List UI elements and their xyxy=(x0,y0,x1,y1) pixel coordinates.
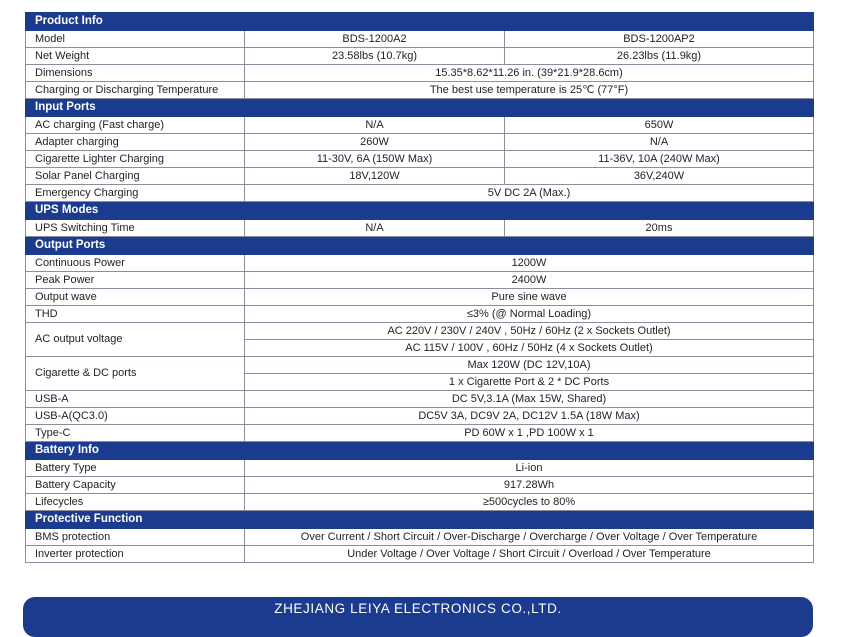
spec-row-solar-panel-charging xyxy=(26,168,814,185)
spec-label: Continuous Power xyxy=(26,255,245,272)
spec-row-battery-capacity xyxy=(26,477,814,494)
spec-value-ap2: N/A xyxy=(505,134,814,151)
footer-banner xyxy=(23,597,813,637)
spec-value: Under Voltage / Over Voltage / Short Circuit / Overload / Over Temperature xyxy=(245,546,814,563)
spec-row-model xyxy=(26,31,814,48)
spec-row-inverter-protection xyxy=(26,546,814,563)
spec-value: Max 120W (DC 12V,10A) xyxy=(245,357,814,374)
spec-value: 1 x Cigarette Port & 2 * DC Ports xyxy=(245,374,814,391)
spec-label: AC charging (Fast charge) xyxy=(26,117,245,134)
spec-value-ap2: 20ms xyxy=(505,220,814,237)
spec-row-peak-power xyxy=(26,272,814,289)
spec-label: AC output voltage xyxy=(26,323,245,357)
spec-label: Dimensions xyxy=(26,65,245,82)
spec-row-usb-a xyxy=(26,391,814,408)
spec-value: Li-ion xyxy=(245,460,814,477)
spec-label: Output wave xyxy=(26,289,245,306)
spec-label: Cigarette Lighter Charging xyxy=(26,151,245,168)
spec-label: UPS Switching Time xyxy=(26,220,245,237)
spec-value: ≤3% (@ Normal Loading) xyxy=(245,306,814,323)
spec-value-ap2: BDS-1200AP2 xyxy=(505,31,814,48)
section-title: Input Ports xyxy=(26,99,814,117)
spec-row-continuous-power xyxy=(26,255,814,272)
spec-row-ac-output-voltage xyxy=(26,323,814,340)
spec-value-ap2: 36V,240W xyxy=(505,168,814,185)
spec-value: 15.35*8.62*11.26 in. (39*21.9*28.6cm) xyxy=(245,65,814,82)
spec-value-ap2: 650W xyxy=(505,117,814,134)
spec-value: The best use temperature is 25℃ (77°F) xyxy=(245,82,814,99)
spec-label: Charging or Discharging Temperature xyxy=(26,82,245,99)
spec-row-output-wave xyxy=(26,289,814,306)
spec-value: 1200W xyxy=(245,255,814,272)
section-title: Battery Info xyxy=(26,442,814,460)
section-header-protective-function xyxy=(26,511,814,529)
spec-label: USB-A(QC3.0) xyxy=(26,408,245,425)
spec-label: THD xyxy=(26,306,245,323)
spec-value-a2: 11-30V, 6A (150W Max) xyxy=(245,151,505,168)
spec-row-dimensions xyxy=(26,65,814,82)
spec-row-net-weight xyxy=(26,48,814,65)
spec-label: Adapter charging xyxy=(26,134,245,151)
spec-value: Pure sine wave xyxy=(245,289,814,306)
spec-label: Lifecycles xyxy=(26,494,245,511)
section-header-output-ports xyxy=(26,237,814,255)
section-title: Protective Function xyxy=(26,511,814,529)
spec-value-a2: 23.58lbs (10.7kg) xyxy=(245,48,505,65)
spec-value: AC 220V / 230V / 240V , 50Hz / 60Hz (2 x Sockets Outlet) xyxy=(245,323,814,340)
section-header-battery-info xyxy=(26,442,814,460)
company-name: ZHEJIANG LEIYA ELECTRONICS CO.,LTD. xyxy=(274,601,562,616)
section-title: Product Info xyxy=(26,13,814,31)
spec-value-a2: N/A xyxy=(245,117,505,134)
spec-value: ≥500cycles to 80% xyxy=(245,494,814,511)
spec-value: DC5V 3A, DC9V 2A, DC12V 1.5A (18W Max) xyxy=(245,408,814,425)
spec-row-charging-or-discharging-temperature xyxy=(26,82,814,99)
section-title: Output Ports xyxy=(26,237,814,255)
spec-value-ap2: 11-36V, 10A (240W Max) xyxy=(505,151,814,168)
spec-row-usb-a-qc3-0 xyxy=(26,408,814,425)
spec-row-cigarette-lighter-charging xyxy=(26,151,814,168)
spec-value-a2: 260W xyxy=(245,134,505,151)
section-title: UPS Modes xyxy=(26,202,814,220)
spec-row-thd xyxy=(26,306,814,323)
spec-label: Peak Power xyxy=(26,272,245,289)
spec-value: PD 60W x 1 ,PD 100W x 1 xyxy=(245,425,814,442)
spec-label: Battery Capacity xyxy=(26,477,245,494)
spec-label: Solar Panel Charging xyxy=(26,168,245,185)
spec-value: 5V DC 2A (Max.) xyxy=(245,185,814,202)
spec-value-a2: 18V,120W xyxy=(245,168,505,185)
spec-row-ups-switching-time xyxy=(26,220,814,237)
section-header-ups-modes xyxy=(26,202,814,220)
spec-label: USB-A xyxy=(26,391,245,408)
section-header-input-ports xyxy=(26,99,814,117)
spec-label: Inverter protection xyxy=(26,546,245,563)
spec-label: Type-C xyxy=(26,425,245,442)
spec-row-ac-charging-fast-charge xyxy=(26,117,814,134)
section-header-product-info xyxy=(26,13,814,31)
spec-row-battery-type xyxy=(26,460,814,477)
spec-label: Model xyxy=(26,31,245,48)
spec-row-type-c xyxy=(26,425,814,442)
spec-value-a2: BDS-1200A2 xyxy=(245,31,505,48)
spec-label: Net Weight xyxy=(26,48,245,65)
spec-row-emergency-charging xyxy=(26,185,814,202)
spec-label: Cigarette & DC ports xyxy=(26,357,245,391)
spec-value: DC 5V,3.1A (Max 15W, Shared) xyxy=(245,391,814,408)
spec-value: Over Current / Short Circuit / Over-Discharge / Overcharge / Over Voltage / Over Temperature xyxy=(245,529,814,546)
spec-value-a2: N/A xyxy=(245,220,505,237)
spec-value: 2400W xyxy=(245,272,814,289)
spec-table xyxy=(25,12,814,563)
spec-value: AC 115V / 100V , 60Hz / 50Hz (4 x Sockets Outlet) xyxy=(245,340,814,357)
spec-row-lifecycles xyxy=(26,494,814,511)
spec-row-bms-protection xyxy=(26,529,814,546)
spec-label: BMS protection xyxy=(26,529,245,546)
spec-row-adapter-charging xyxy=(26,134,814,151)
spec-label: Battery Type xyxy=(26,460,245,477)
spec-row-cigarette-dc-ports xyxy=(26,357,814,374)
spec-label: Emergency Charging xyxy=(26,185,245,202)
spec-value: 917.28Wh xyxy=(245,477,814,494)
spec-value-ap2: 26.23lbs (11.9kg) xyxy=(505,48,814,65)
